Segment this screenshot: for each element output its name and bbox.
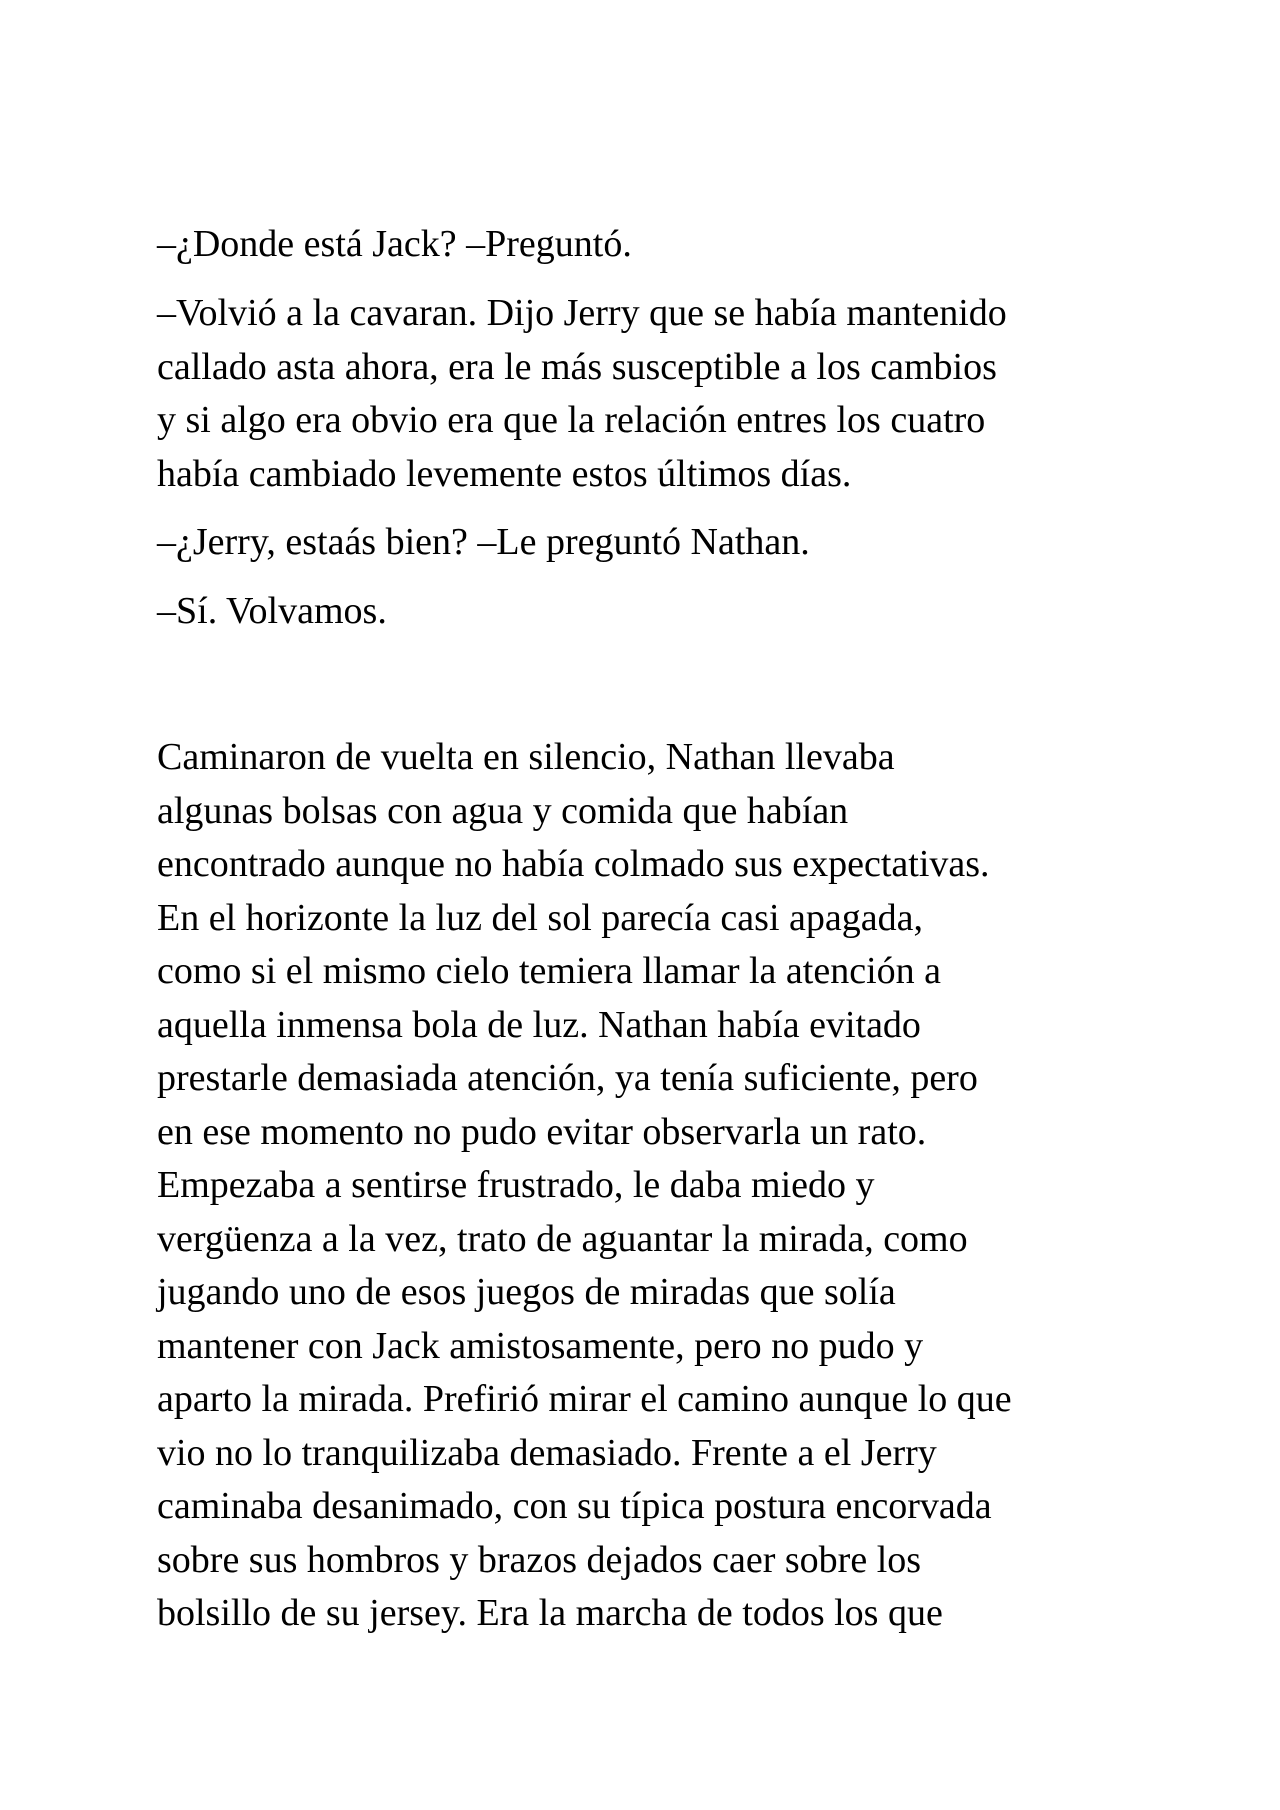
text-line: vergüenza a la vez, trato de aguantar la mirada, como [157, 1217, 968, 1260]
text-line: aquella inmensa bola de luz. Nathan había evitado [157, 1003, 921, 1046]
text-line: como si el mismo cielo temiera llamar la atención a [157, 950, 941, 992]
text-line: sobre sus hombros y brazos dejados caer sobre los [157, 1538, 922, 1581]
text-line: En el horizonte la luz del sol parecía casi apagada, [157, 896, 923, 939]
text-line: encontrado aunque no había colmado sus expectativas. [157, 843, 990, 885]
dialogue-paragraph [157, 585, 1167, 639]
text-line: Caminaron de vuelta en silencio, Nathan llevaba [157, 736, 895, 778]
text-line: jugando uno de esos juegos de miradas que solía [157, 1271, 896, 1313]
text-line: –¿Donde está Jack? –Preguntó. [157, 223, 632, 265]
text-line: callado asta ahora, era le más susceptible a los cambios [157, 345, 997, 388]
text-line: caminaba desanimado, con su típica postura encorvada [157, 1485, 992, 1527]
text-line: bolsillo de su jersey. Era la marcha de todos los que [157, 1592, 943, 1634]
narrative-paragraph [157, 731, 1167, 1641]
text-line: y si algo era obvio era que la relación entres los cuatro [157, 399, 986, 441]
text-line: vio no lo tranquilizaba demasiado. Frente a el Jerry [157, 1431, 937, 1474]
text-line: –Volvió a la cavaran. Dijo Jerry que se había mantenido [157, 292, 1007, 334]
text-line: Empezaba a sentirse frustrado, le daba miedo y [157, 1164, 875, 1206]
text-line: había cambiado levemente estos últimos días. [157, 452, 852, 495]
dialogue-paragraph [157, 218, 1167, 272]
dialogue-paragraph [157, 516, 1167, 570]
text-line: en ese momento no pudo evitar observarla un rato. [157, 1110, 927, 1153]
text-line: aparto la mirada. Prefirió mirar el camino aunque lo que [157, 1378, 1012, 1420]
text-line: –¿Jerry, estaás bien? –Le preguntó Nathan. [157, 521, 810, 563]
dialogue-paragraph [157, 287, 1167, 501]
text-line: –Sí. Volvamos. [157, 590, 387, 632]
text-line: algunas bolsas con agua y comida que habían [157, 789, 849, 832]
text-line: prestarle demasiada atención, ya tenía suficiente, pero [157, 1057, 978, 1099]
text-line: mantener con Jack amistosamente, pero no pudo y [157, 1324, 924, 1367]
